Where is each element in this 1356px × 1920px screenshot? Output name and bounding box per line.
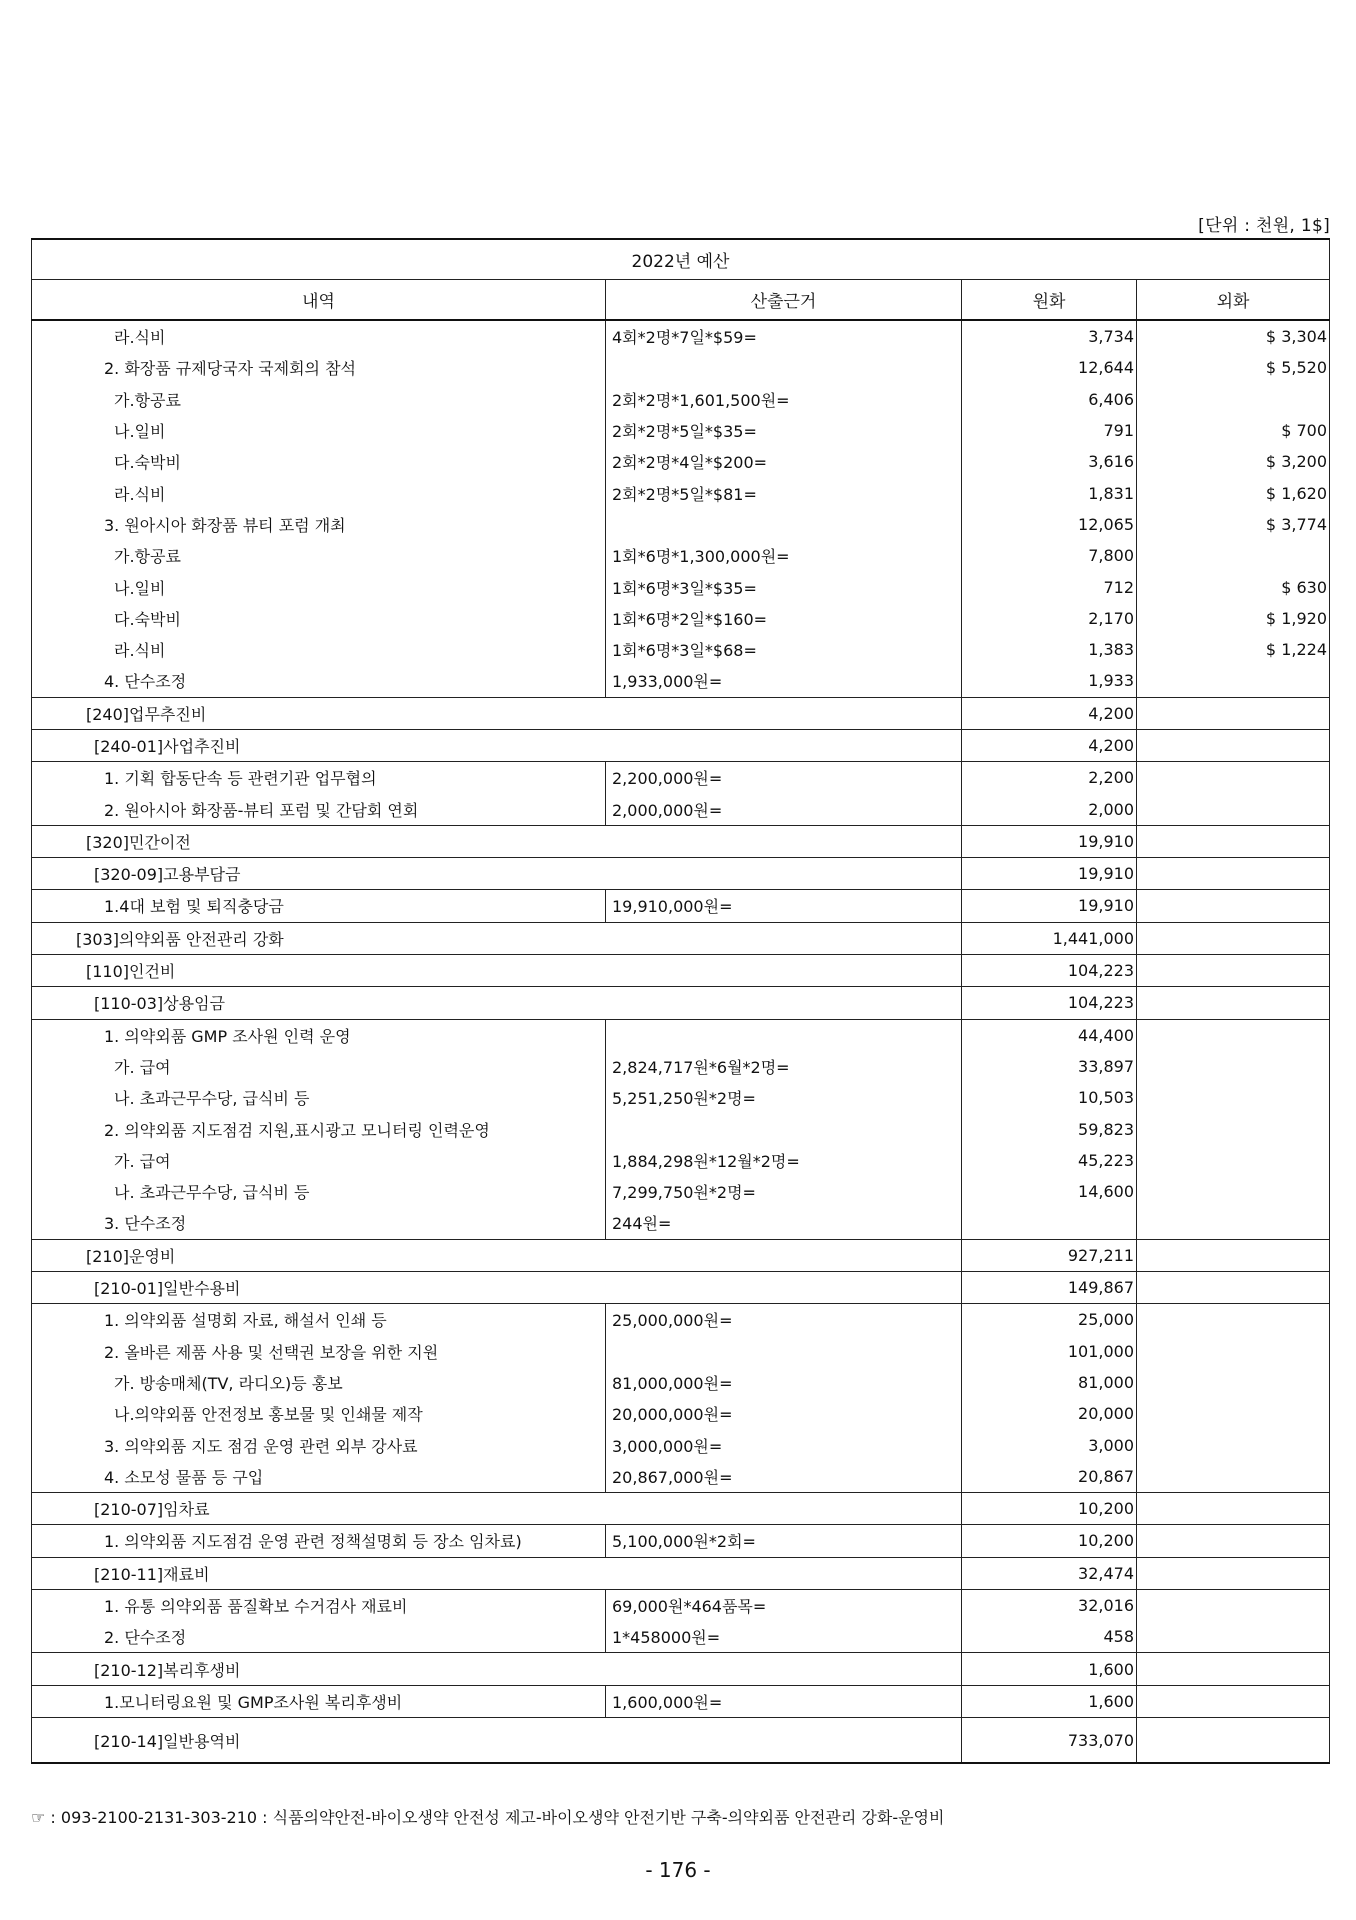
row-krw: 4,200 — [962, 697, 1137, 729]
row-krw: 32,016 — [962, 1589, 1137, 1621]
row-item: 1. 의약외품 GMP 조사원 인력 운영 — [32, 1019, 606, 1051]
row-krw: 104,223 — [962, 954, 1137, 986]
table-row — [32, 352, 1330, 383]
row-krw: 12,065 — [962, 509, 1137, 540]
row-krw: 81,000 — [962, 1367, 1137, 1398]
row-krw: 7,800 — [962, 540, 1137, 571]
row-basis: 2회*2명*5일*$35= — [606, 415, 962, 446]
footnote: ☞ : 093-2100-2131-303-210 : 식품의약안전-바이오생약 안전성 제고-바이오생약 안전기반 구축-의약외품 안전관리 강화-운영비 — [31, 1808, 945, 1827]
table-row — [32, 825, 1330, 857]
row-krw: 10,200 — [962, 1492, 1137, 1524]
row-krw: 2,000 — [962, 793, 1137, 825]
row-foreign — [1137, 1653, 1330, 1685]
row-foreign — [1137, 697, 1330, 729]
row-item: [210-07]임차료 — [32, 1492, 962, 1524]
row-item: [303]의약외품 안전관리 강화 — [32, 922, 962, 954]
row-foreign — [1137, 1304, 1330, 1336]
row-item: [320]민간이전 — [32, 825, 962, 857]
row-krw: 149,867 — [962, 1271, 1137, 1303]
table-row — [32, 1621, 1330, 1653]
row-krw: 44,400 — [962, 1019, 1137, 1051]
row-foreign — [1137, 540, 1330, 571]
row-basis: 20,867,000원= — [606, 1461, 962, 1493]
row-item: 2. 의약외품 지도점검 지원,표시광고 모니터링 인력운영 — [32, 1113, 606, 1144]
row-item: 3. 의약외품 지도 점검 운영 관련 외부 강사료 — [32, 1429, 606, 1460]
row-foreign: $ 1,224 — [1137, 634, 1330, 665]
row-foreign — [1137, 1589, 1330, 1621]
row-foreign — [1137, 384, 1330, 415]
table-row — [32, 890, 1330, 922]
table-row — [32, 1336, 1330, 1367]
row-krw: 12,644 — [962, 352, 1137, 383]
row-foreign — [1137, 890, 1330, 922]
row-foreign — [1137, 1336, 1330, 1367]
row-basis: 7,299,750원*2명= — [606, 1176, 962, 1207]
row-basis: 1회*6명*1,300,000원= — [606, 540, 962, 571]
header-basis: 산출근거 — [606, 280, 962, 321]
row-krw: 6,406 — [962, 384, 1137, 415]
row-item: 1.4대 보험 및 퇴직충당금 — [32, 890, 606, 922]
table-row — [32, 793, 1330, 825]
row-basis — [606, 1336, 962, 1367]
row-item: [210-14]일반용역비 — [32, 1718, 962, 1764]
row-foreign — [1137, 1685, 1330, 1717]
table-row — [32, 1113, 1330, 1144]
row-foreign — [1137, 1621, 1330, 1653]
table-row — [32, 603, 1330, 634]
row-basis: 2,824,717원*6월*2명= — [606, 1051, 962, 1082]
row-item: [110-03]상용임금 — [32, 987, 962, 1019]
row-foreign — [1137, 1239, 1330, 1271]
row-item: 2. 화장품 규제당국자 국제회의 참석 — [32, 352, 606, 383]
row-krw: 1,600 — [962, 1685, 1137, 1717]
row-item: 나.일비 — [32, 415, 606, 446]
row-foreign — [1137, 729, 1330, 761]
row-item: 2. 단수조정 — [32, 1621, 606, 1653]
row-foreign: $ 3,304 — [1137, 320, 1330, 352]
row-basis — [606, 509, 962, 540]
table-row — [32, 1653, 1330, 1685]
row-krw: 59,823 — [962, 1113, 1137, 1144]
row-foreign: $ 1,620 — [1137, 477, 1330, 508]
table-row — [32, 665, 1330, 697]
row-krw: 32,474 — [962, 1557, 1137, 1589]
row-foreign — [1137, 762, 1330, 794]
row-basis: 1*458000원= — [606, 1621, 962, 1653]
row-krw: 791 — [962, 415, 1137, 446]
row-krw: 10,503 — [962, 1082, 1137, 1113]
table-row — [32, 1051, 1330, 1082]
row-item: 1. 의약외품 지도점검 운영 관련 정책설명회 등 장소 임차료) — [32, 1525, 606, 1557]
row-foreign — [1137, 1271, 1330, 1303]
row-basis: 5,100,000원*2회= — [606, 1525, 962, 1557]
budget-table — [31, 238, 1330, 1764]
row-foreign — [1137, 1019, 1330, 1051]
row-foreign — [1137, 1557, 1330, 1589]
table-row — [32, 1398, 1330, 1429]
table-row — [32, 571, 1330, 602]
row-item: 가.항공료 — [32, 540, 606, 571]
row-krw: 1,383 — [962, 634, 1137, 665]
table-row — [32, 1429, 1330, 1460]
row-krw: 19,910 — [962, 890, 1137, 922]
row-basis — [606, 1113, 962, 1144]
header-foreign: 외화 — [1137, 280, 1330, 321]
row-krw: 712 — [962, 571, 1137, 602]
row-basis: 5,251,250원*2명= — [606, 1082, 962, 1113]
row-basis: 20,000,000원= — [606, 1398, 962, 1429]
row-basis: 69,000원*464품목= — [606, 1589, 962, 1621]
table-row — [32, 1367, 1330, 1398]
row-item: 4. 단수조정 — [32, 665, 606, 697]
table-row — [32, 697, 1330, 729]
table-row — [32, 634, 1330, 665]
row-basis: 4회*2명*7일*$59= — [606, 320, 962, 352]
table-row — [32, 1019, 1330, 1051]
row-foreign — [1137, 1176, 1330, 1207]
table-row — [32, 1718, 1330, 1764]
row-krw: 14,600 — [962, 1176, 1137, 1207]
row-item: 나.일비 — [32, 571, 606, 602]
table-row — [32, 858, 1330, 890]
table-row — [32, 1145, 1330, 1176]
table-row — [32, 1492, 1330, 1524]
row-item: 가. 급여 — [32, 1145, 606, 1176]
row-item: 3. 단수조정 — [32, 1207, 606, 1239]
row-krw: 101,000 — [962, 1336, 1137, 1367]
row-item: 라.식비 — [32, 477, 606, 508]
table-row — [32, 1176, 1330, 1207]
row-item: 가. 급여 — [32, 1051, 606, 1082]
row-item: [210-11]재료비 — [32, 1557, 962, 1589]
row-item: 라.식비 — [32, 320, 606, 352]
table-row — [32, 1557, 1330, 1589]
row-foreign — [1137, 954, 1330, 986]
table-row — [32, 415, 1330, 446]
row-basis: 1,600,000원= — [606, 1685, 962, 1717]
row-foreign: $ 3,200 — [1137, 446, 1330, 477]
row-krw: 25,000 — [962, 1304, 1137, 1336]
row-item: [240]업무추진비 — [32, 697, 962, 729]
row-basis: 25,000,000원= — [606, 1304, 962, 1336]
table-row — [32, 477, 1330, 508]
row-foreign — [1137, 793, 1330, 825]
row-item: 가. 방송매체(TV, 라디오)등 홍보 — [32, 1367, 606, 1398]
row-item: 가.항공료 — [32, 384, 606, 415]
row-krw: 3,000 — [962, 1429, 1137, 1460]
row-foreign — [1137, 825, 1330, 857]
row-item: [210-12]복리후생비 — [32, 1653, 962, 1685]
table-row — [32, 1207, 1330, 1239]
table-row — [32, 922, 1330, 954]
page-number: - 176 - — [645, 1858, 711, 1882]
row-basis: 1,933,000원= — [606, 665, 962, 697]
row-basis: 2회*2명*4일*$200= — [606, 446, 962, 477]
row-foreign — [1137, 987, 1330, 1019]
row-krw: 733,070 — [962, 1718, 1137, 1764]
row-foreign — [1137, 1718, 1330, 1764]
table-row — [32, 1525, 1330, 1557]
row-item: [320-09]고용부담금 — [32, 858, 962, 890]
row-basis — [606, 352, 962, 383]
header-item: 내역 — [32, 280, 606, 321]
row-item: 다.숙박비 — [32, 446, 606, 477]
row-basis: 1회*6명*3일*$35= — [606, 571, 962, 602]
row-krw: 19,910 — [962, 825, 1137, 857]
row-krw: 1,441,000 — [962, 922, 1137, 954]
row-krw: 104,223 — [962, 987, 1137, 1019]
row-foreign — [1137, 1113, 1330, 1144]
row-foreign: $ 5,520 — [1137, 352, 1330, 383]
row-foreign — [1137, 1082, 1330, 1113]
row-foreign — [1137, 1207, 1330, 1239]
row-foreign: $ 700 — [1137, 415, 1330, 446]
row-item: [210]운영비 — [32, 1239, 962, 1271]
row-foreign — [1137, 1398, 1330, 1429]
row-item: 2. 올바른 제품 사용 및 선택권 보장을 위한 지원 — [32, 1336, 606, 1367]
table-row — [32, 1685, 1330, 1717]
row-krw: 1,831 — [962, 477, 1137, 508]
row-foreign — [1137, 1145, 1330, 1176]
row-basis — [606, 1019, 962, 1051]
row-krw: 19,910 — [962, 858, 1137, 890]
row-item: 3. 원아시아 화장품 뷰티 포럼 개최 — [32, 509, 606, 540]
table-row — [32, 1239, 1330, 1271]
row-item: 1. 의약외품 설명회 자료, 해설서 인쇄 등 — [32, 1304, 606, 1336]
row-foreign — [1137, 858, 1330, 890]
row-krw: 3,616 — [962, 446, 1137, 477]
row-krw: 10,200 — [962, 1525, 1137, 1557]
table-row — [32, 729, 1330, 761]
row-basis: 1회*6명*2일*$160= — [606, 603, 962, 634]
row-item: 2. 원아시아 화장품-뷰티 포럼 및 간담회 연회 — [32, 793, 606, 825]
row-krw: 1,933 — [962, 665, 1137, 697]
row-krw: 1,600 — [962, 1653, 1137, 1685]
row-krw: 2,200 — [962, 762, 1137, 794]
table-row — [32, 1461, 1330, 1493]
row-item: 4. 소모성 물품 등 구입 — [32, 1461, 606, 1493]
row-foreign — [1137, 1525, 1330, 1557]
row-foreign — [1137, 1461, 1330, 1493]
header-krw: 원화 — [962, 280, 1137, 321]
row-item: [240-01]사업추진비 — [32, 729, 962, 761]
table-row — [32, 762, 1330, 794]
row-krw: 927,211 — [962, 1239, 1137, 1271]
row-basis: 19,910,000원= — [606, 890, 962, 922]
row-krw: 458 — [962, 1621, 1137, 1653]
row-basis: 1,884,298원*12월*2명= — [606, 1145, 962, 1176]
table-row — [32, 1082, 1330, 1113]
row-foreign: $ 1,920 — [1137, 603, 1330, 634]
row-item: 1.모니터링요원 및 GMP조사원 복리후생비 — [32, 1685, 606, 1717]
table-row — [32, 987, 1330, 1019]
table-title: 2022년 예산 — [32, 239, 1330, 280]
row-foreign — [1137, 1492, 1330, 1524]
row-krw: 20,867 — [962, 1461, 1137, 1493]
row-krw: 4,200 — [962, 729, 1137, 761]
budget-table-body — [32, 320, 1330, 1763]
row-basis: 3,000,000원= — [606, 1429, 962, 1460]
row-item: 1. 기획 합동단속 등 관련기관 업무협의 — [32, 762, 606, 794]
table-row — [32, 1271, 1330, 1303]
unit-label: [단위 : 천원, 1$] — [1198, 216, 1330, 236]
table-row — [32, 509, 1330, 540]
row-foreign — [1137, 1429, 1330, 1460]
row-item: 나. 초과근무수당, 급식비 등 — [32, 1082, 606, 1113]
table-row — [32, 540, 1330, 571]
row-foreign — [1137, 1367, 1330, 1398]
row-item: 나.의약외품 안전정보 홍보물 및 인쇄물 제작 — [32, 1398, 606, 1429]
row-krw: 20,000 — [962, 1398, 1137, 1429]
row-basis: 2회*2명*5일*$81= — [606, 477, 962, 508]
row-basis: 81,000,000원= — [606, 1367, 962, 1398]
row-basis: 1회*6명*3일*$68= — [606, 634, 962, 665]
table-row — [32, 1304, 1330, 1336]
row-item: [110]인건비 — [32, 954, 962, 986]
row-krw: 3,734 — [962, 320, 1137, 352]
row-item: 나. 초과근무수당, 급식비 등 — [32, 1176, 606, 1207]
row-foreign — [1137, 665, 1330, 697]
row-krw — [962, 1207, 1137, 1239]
row-foreign: $ 630 — [1137, 571, 1330, 602]
row-item: 다.숙박비 — [32, 603, 606, 634]
table-row — [32, 954, 1330, 986]
table-row — [32, 320, 1330, 352]
row-foreign — [1137, 1051, 1330, 1082]
row-basis: 244원= — [606, 1207, 962, 1239]
row-krw: 33,897 — [962, 1051, 1137, 1082]
row-item: 1. 유통 의약외품 품질확보 수거검사 재료비 — [32, 1589, 606, 1621]
table-row — [32, 1589, 1330, 1621]
row-basis: 2,200,000원= — [606, 762, 962, 794]
row-krw: 2,170 — [962, 603, 1137, 634]
table-row — [32, 446, 1330, 477]
row-foreign: $ 3,774 — [1137, 509, 1330, 540]
table-row — [32, 384, 1330, 415]
row-basis: 2,000,000원= — [606, 793, 962, 825]
row-foreign — [1137, 922, 1330, 954]
row-krw: 45,223 — [962, 1145, 1137, 1176]
row-basis: 2회*2명*1,601,500원= — [606, 384, 962, 415]
row-item: [210-01]일반수용비 — [32, 1271, 962, 1303]
row-item: 라.식비 — [32, 634, 606, 665]
